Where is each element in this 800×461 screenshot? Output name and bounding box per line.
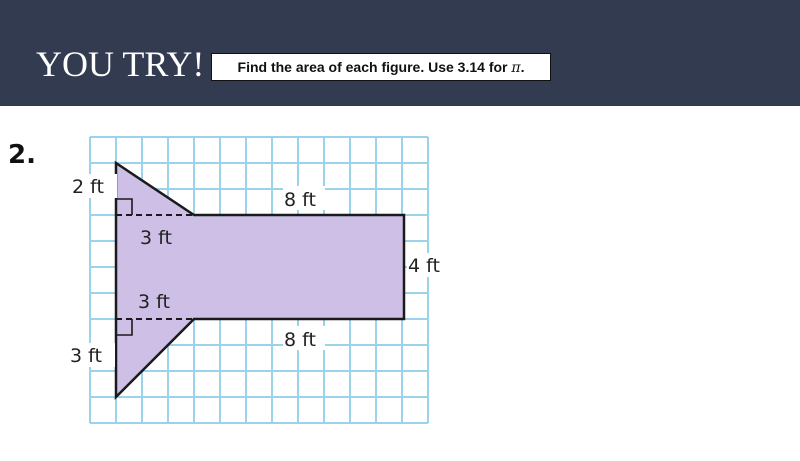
problem-number: 2. [8,140,36,170]
instruction-text: Find the area of each figure. Use 3.14 for [237,59,512,75]
label-top-left: 2 ft [72,176,104,198]
composite-figure [0,110,800,461]
page-title: YOU TRY! [36,44,205,84]
instruction-box [211,53,551,81]
header-banner [0,0,800,106]
label-lower-inner: 3 ft [138,291,170,313]
label-right-side: 4 ft [408,255,440,277]
label-top-right: 8 ft [284,189,316,211]
label-bottom-left: 3 ft [70,345,102,367]
label-bottom-right: 8 ft [284,329,316,351]
pi-symbol: π [511,60,521,76]
instruction-end: . [520,59,525,75]
label-upper-inner: 3 ft [140,227,172,249]
